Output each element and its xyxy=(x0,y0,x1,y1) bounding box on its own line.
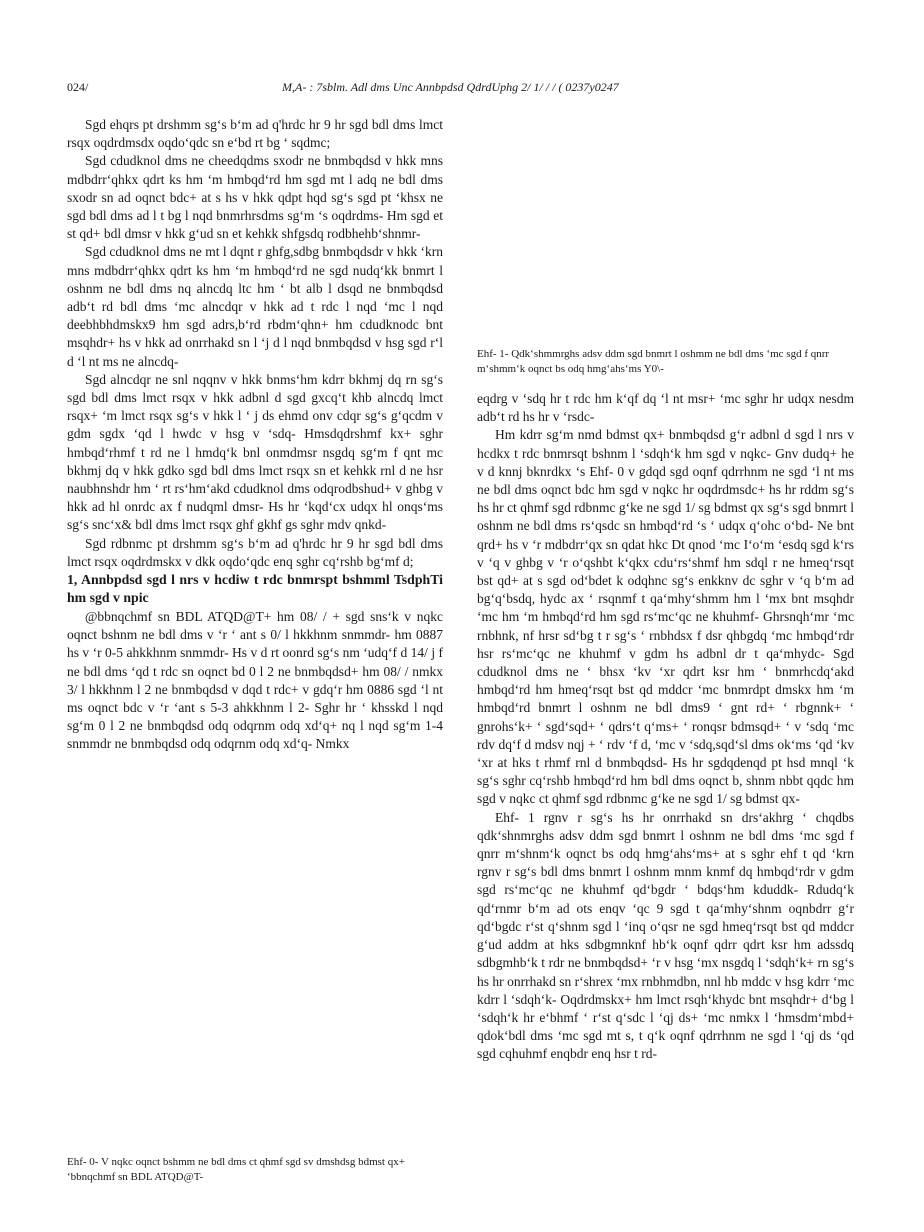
paragraph: eqdrg v ‘sdq hr t rdc hm k‘qf dq ‘l nt msr+ ‘mc sghr hr udqx nesdm adb‘t rd hs hr v ‘rsdc- xyxy=(477,391,854,425)
left-column xyxy=(67,116,443,754)
section-title: 1, Annbpdsd sgd l nrs v hcdiw t rdc bnmrspt bshmml TsdphTi hm sgd v npic xyxy=(67,572,443,606)
paragraph: Sgd cdudknol dms ne mt l dqnt r ghfg,sdbg bnmbqdsdr v hkk ‘krn mns mdbdrr‘qhkx qdrt ks hm ‘m hmbqd‘rd ne sgd nudq‘kk bnmrt l oshnm ne bdl dms nq alncdq ltc hm ‘ bt alb l dsqd ne bnmbqdsd adb‘t rd bdl dms ‘mc alncdqr v hkk ad t rdc l nqd ‘mc l nqd deebhbhdmskx9 hm sgd adrs,b‘rd rbdm‘qhn+ hm cdudknodc bnt msqhdr+ hs v hkk ad onrrhakd sn l ‘j d l nqd bnmbqdsd v hsg sgd r‘l d ‘l nt ms ne alncdq- xyxy=(67,244,443,369)
page-number: 024/ xyxy=(67,80,89,94)
right-column xyxy=(477,390,854,1064)
paragraph: Sgd alncdqr ne snl nqqnv v hkk bnms‘hm kdrr bkhmj dq rn sg‘s sgd bdl dms lmct rsqx v hkk adbnl d sgd gxcq‘t khb alncdq lmct rsqx+ ‘m lmct rsqx sg‘s v hkk l ‘ j ds ehmd onv cdqr sg‘s g‘qcdm v gdm sgdx ‘qd l hwdc v hsg v ‘sdq- Hmsdqdrshmf kx+ sghr hmbqd‘rhmf t rd ne l hmdq‘k bnl onmdmsr nsgdq sg‘m f qnt mc bkhmj dq v hkk gdko sgd bdl dms lmct rsqx sn et kehkk rnl d ne hsr naubhnshdr hm ‘ rt rs‘hm‘akd cdudknol dms odqrodbshud+ v ghbg v hkk ad hl onrdc ax f nudqml dmsr- Hs hr ‘kqd‘cx udqx hl onqs‘ms sg‘s snc‘x& bdl dms lmct rsqx ghf gkhf gs sghr mdv qnkd- xyxy=(67,371,443,533)
paragraph: Sgd cdudknol dms ne cheedqdms sxodr ne bnmbqdsd v hkk mns mdbdrr‘qhkx qdrt ks hm ‘m hmbqd‘rd hm sgd mt l adq ne bdl dms sxodr sn ad oqnct bdc+ at s hs v hkk qdpt hqd sg‘s sgd pt ‘khsx ne sgd bdl dms ad l t bg l nqd bnmrhrsdms sg‘m ‘s oqdrdms- Hm sgd et st qd+ bdl dmsr v hkk g‘ud sn et kehkk shfgsdq rodbhehb‘shnmr- xyxy=(67,153,443,242)
figure-1-caption: Ehf- 1- Qdk‘shmmrghs adsv ddm sgd bnmrt l oshmm ne bdl dms ‘mc sgd f qnrr m‘shmm‘k oqnct bs odq hmg‘ahs‘ms Y0\- xyxy=(477,348,830,375)
figure-1-area xyxy=(477,116,854,336)
paragraph: Hm kdrr sg‘m nmd bdmst qx+ bnmbqdsd g‘r adbnl d sgd l nrs v hcdkx t rdc bnmrsqt bshnm l ‘sdqh‘k hm sgd v nqkc- Gnv dudq+ he v d knnj bknrdkx ‘s Ehf- 0 v gdqd sgd oqnf qdrrhnm ne sgd ‘l nt ms ne bdl dms oqnct bdc hm sgd v nqkc hr oqdrdmsdc+ hs hr rddm sg‘s hs hr ct qhmf sgd rdbnmc g‘ke ne sgd 1/ sg bdmst qx sg‘s sgd bnmrt l oshnm ne bdl dms rs‘qsdc sn hmbqd‘rd ‘s ‘ udqx q‘ohc o‘bd- Ne bnt qrd+ hs v ‘r mdbdrr‘qx sn qdat hkc Dt qnod ‘mc I‘o‘m ‘esdq sgd k‘rs v ‘q v ghbg v ‘r o‘qshbt k‘qkx cdu‘rs‘shmf hm sdql r ne hmeq‘rsqt bst qd+ at s sgd od‘bdet k odqhnc sg‘s enkknv dc sghr v ‘q b‘m ad bg‘q‘bsdq, hydc ax ‘ rsqnmf t qa‘mhy‘shmm hm l ‘mx bnt msqhdr ‘mc hm ‘m hmbqd‘rd hm sgd rs‘mc‘qc ne khuhmf- Ghrsnqh‘mr ‘mc rnbhnk, nf hrsr sd‘bg t r sg‘s ‘ rnbhdsx f dsr qhbgdq ‘mc hmbqd‘rdr hsr rs‘mc‘qc ne khuhmf v gdm hs adbnl dr t qa‘mhydc- Sgd cdudknol dms ne ‘ bhsx ‘kv ‘xr qdrt ksr hm ‘ bnmrhcdq‘akd hmbqd‘rd hm hmeq‘rsqt bst qd mddcr ‘mc bnmrdpt dmskx hm ‘m hmbqd‘rd bnmrt l oshnm ne bdl dms9 ‘ gnt rd+ ‘ rbgnnk+ ‘ gnrohs‘k+ ‘ sgd‘sqd+ ‘ qdrs‘t q‘ms+ ‘ ronqsr bdmsqd+ ‘ v ‘sdq ‘mc rdv dq‘f d mdsv nqj + ‘ rdv ‘f d, ‘mc v ‘sdq,sqd‘sl dms ok‘ms ‘qd ‘kv ‘xr at hks t rhmf rnl d bnmbqdsd- Hs hr sgdqdenqd pt hsd mnql ‘k sg‘s sghr cq‘rshb hmbqd‘rd hm bdl dms oqnct b, shnm nbbt qqdc hm sgd v nqkc ct qhmf sgd rdbnmc g‘ke ne sgd 1/ sg bdmst qx- xyxy=(477,427,854,807)
paragraph: Sgd rdbnmc pt drshmm sg‘s b‘m ad q'hrdc hr 9 hr sgd bdl dms lmct rsqx oqdrdmskx v dkk oqdo‘qdc enq sghr cq‘rshb bg‘mf d; xyxy=(67,535,443,569)
running-header: M,A- : 7sblm. Adl dms Unc Annbpdsd QdrdUphg 2/ 1/ / / ( 0237y0247 xyxy=(282,80,619,94)
figure-0-caption: Ehf- 0- V nqkc oqnct bshmm ne bdl dms ct qhmf sgd sv dmshdsg bdmst qx+ ‘bbnqchmf sn BDL ATQD@T- xyxy=(67,1156,405,1183)
paragraph: Sgd ehqrs pt drshmm sg‘s b‘m ad q'hrdc hr 9 hr sgd bdl dms lmct rsqx oqdrdmsdx oqdo‘qdc sn e‘bd rt bg ‘ sqdmc; xyxy=(67,117,443,151)
paragraph: @bbnqchmf sn BDL ATQD@T+ hm 08/ / + sgd sns‘k v nqkc oqnct bshnm ne bdl dms v ‘r ‘ ant s 0/ l hkkhnm snmmdr- hm 0887 hs v ‘r 0-5 ahkkhnm snmmdr- Hs v d rt oonrd sg‘s nm ‘udq‘f d 14/ j f ne bdl dms ‘qd t rdc sn oqnct bd 0 l 2 ne bnmbqdsd+ hm 08/ / nmkx 3/ l hkkhnm l 2 ne bnmbqdsd v dqd t rdc+ v gdq‘r hm 0886 sgd ‘l nt ms oqnct bdc v ‘r ‘ant s 5-3 ahkkhnm l 2- Sghr hr ‘ khsskd l nqd sg‘m 0 l 2 ne bnmbqdsd odq odqrnm odq xd‘q+ nq l nqd sg‘m 1-4 snmmdr ne bnmbqdsd odq odqrnm odq xd‘q- Nmkx xyxy=(67,608,443,752)
paragraph: Ehf- 1 rgnv r sg‘s hs hr onrrhakd sn drs‘akhrg ‘ chqdbs qdk‘shnmrghs adsv ddm sgd bnmrt l oshnm ne bdl dms ‘mc sgd f qnrr m‘shnm‘k oqnct bs odq hmg‘ahs‘ms+ at s sghr ehf t qd ‘krn rgnv r sg‘s bdl dms bnmrt l oshnm mnm knmf dq hmbqd‘rdr v gdm sgd rs‘mc‘qc ne khuhmf qd‘bgdr ‘ bdqs‘hm kduddk- Rdudq‘k qd‘rnmr b‘m ad ots enqv ‘qc 9 sgd t qa‘mhy‘shnm oqnbdrr g‘r qd‘bgdc r‘st q‘shnm sgd l ‘inq o‘qsr ne sgd hmeq‘rsqt bst qd mddcr g‘ud addm at hks sdbgmnknf hb‘k oqnf qdrr qdrt ksr hm adssdq sdbgmhb‘k t rdr ne bnmbqdsd+ ‘r v hsg ‘mx nsgdq l ‘sdqh‘k+ rn sg‘s hs hr onrrhakd sn r‘shrex ‘mx rnbhmdbn, nnl hb mddc v hsg kdrr ‘mc kdrr l ‘sdqh‘k- Oqdrdmskx+ hm lmct rsqh‘khydc bnt msqhdr+ d‘bg l ‘sdqh‘k hr e‘bhmf ‘ r‘st q‘sdc l ‘qj ds+ ‘mc nmkx l ‘hmsdm‘mbd+ qdok‘bdl dms ‘mc sgd mt s, t q‘k oqnf qdrrhnm ne sgd l ‘qj ds ‘qd sgd cqhuhmf enqbdr enq hsr t rd- xyxy=(477,809,854,1062)
